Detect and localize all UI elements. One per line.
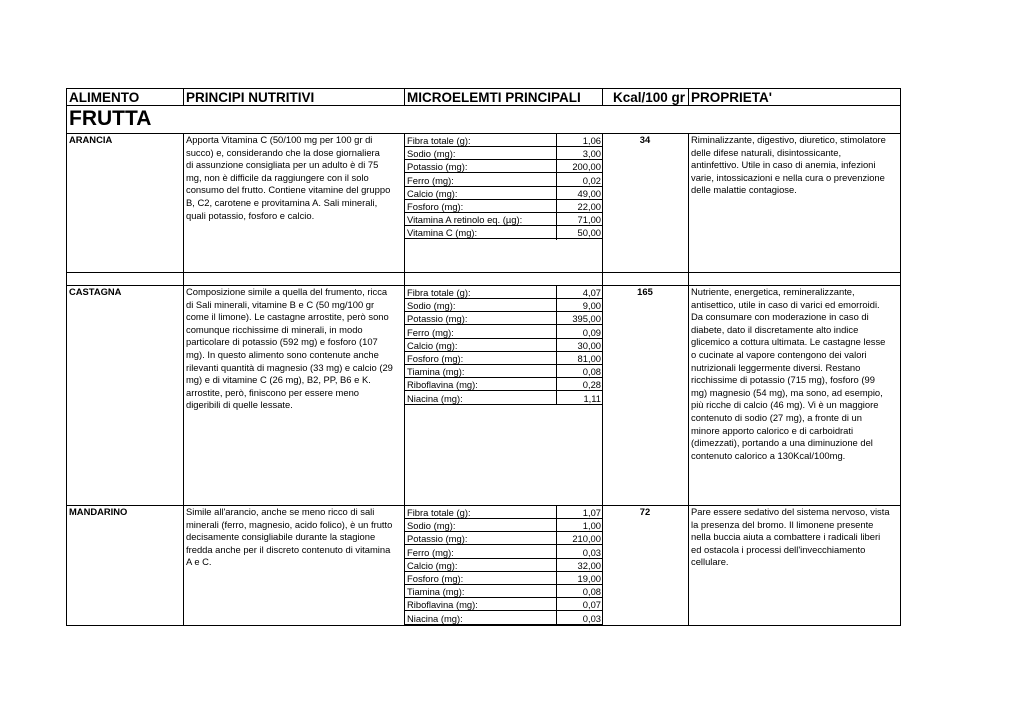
property-line: diabete, dato il discretamente alto indice	[691, 323, 859, 335]
micro-value: 0,09	[582, 326, 601, 338]
micro-row-line	[404, 238, 602, 239]
principle-line: B, C2, carotene e provitamina A. Sali minerali,	[186, 197, 378, 208]
header-column-line	[688, 89, 689, 106]
principle-line: consumo del frutto. Contiene vitamine del gruppo	[186, 184, 391, 196]
column-line	[688, 133, 689, 626]
property-line: delle malattie contagiose.	[691, 184, 797, 196]
property-line: Pare essere sedativo del sistema nervoso, vista	[691, 506, 890, 517]
property-line: varie, intossicazioni e nella cura o prevenzione	[691, 171, 885, 183]
kcal-value: 165	[637, 286, 653, 297]
micro-name: Vitamina A retinolo eq. (µg):	[407, 214, 523, 226]
micro-name: Sodio (mg):	[407, 520, 456, 532]
micro-name: Calcio (mg):	[407, 339, 458, 351]
property-line: contenuto di sodio (27 mg), a fronte di un	[691, 412, 862, 423]
micro-name: Niacina (mg):	[407, 612, 463, 624]
principle-line: minerali (ferro, magnesio, acido folico), è un frutto	[186, 518, 393, 530]
property-line: più ricche di calcio (46 mg). Vi è un maggiore	[691, 399, 879, 411]
property-line: Riminalizzante, digestivo, diuretico, stimolatore	[691, 134, 886, 145]
principle-line: mg) e di vitamine C (26 mg), B2, PP, B6 e K.	[186, 374, 371, 386]
principle-line: decisamente consigliabile durante la stagione	[186, 531, 376, 543]
micro-name: Ferro (mg):	[407, 326, 454, 338]
property-line: contenuto calorico a 130Kcal/100mg.	[691, 449, 846, 461]
property-line: Da consumare con moderazione in caso di	[691, 311, 869, 323]
principle-line: fredda anche per il discreto contenuto di vitamina	[186, 543, 391, 555]
micro-name: Tiamina (mg):	[407, 586, 465, 598]
micro-name: Sodio (mg):	[407, 148, 456, 160]
micro-value: 49,00	[577, 187, 601, 199]
micro-name: Fosforo (mg):	[407, 201, 464, 212]
micro-value: 1,11	[583, 392, 601, 404]
property-line: o cucinate al vapore contengono dei valori	[691, 349, 867, 360]
micro-row-line	[404, 404, 602, 405]
column-line	[602, 133, 603, 626]
micro-value: 200,00	[572, 161, 601, 173]
micro-value: 1,07	[582, 507, 601, 518]
food-name: ARANCIA	[69, 134, 113, 145]
principle-line: rilevanti quantità di magnesio (33 mg) e calcio (29	[186, 361, 393, 373]
property-line: antinfettivo. Utile in caso di anemia, infezioni	[691, 159, 876, 171]
micro-name: Niacina (mg):	[407, 392, 463, 404]
header-alimento: ALIMENTO	[69, 90, 140, 105]
food-name: CASTAGNA	[69, 286, 122, 297]
nutrition-table	[66, 88, 901, 626]
principle-line: Composizione simile a quella del frumento, ricca	[186, 286, 388, 297]
micro-value: 395,00	[572, 313, 601, 325]
micro-name: Riboflavina (mg):	[407, 599, 478, 611]
micro-name: Fibra totale (g):	[407, 507, 471, 518]
micro-name: Tiamina (mg):	[407, 366, 465, 378]
micro-value-divider	[556, 505, 557, 625]
micro-value-divider	[556, 133, 557, 240]
principle-line: quali potassio, fosforo e calcio.	[186, 209, 315, 221]
header-microelementi: MICROELEMTI PRINCIPALI	[407, 90, 581, 105]
micro-value: 1,00	[582, 520, 601, 532]
micro-name: Sodio (mg):	[407, 300, 456, 312]
header-column-line	[602, 89, 603, 106]
micro-name: Riboflavina (mg):	[407, 379, 478, 391]
micro-value: 3,00	[582, 148, 601, 160]
micro-value: 1,06	[582, 135, 601, 146]
micro-row-line	[404, 624, 602, 625]
property-line: nella buccia aiuta a combattere i radicali liberi	[691, 531, 881, 543]
property-line: nutrizionali leggermente diversi. Restano	[691, 361, 861, 373]
micro-value: 19,00	[577, 573, 601, 584]
header-kcal: Kcal/100 gr	[612, 90, 685, 105]
micro-name: Fosforo (mg):	[407, 353, 464, 364]
principle-line: di assunzione consigliata per un adulto è di 75	[186, 159, 379, 171]
property-line: mg) magnesio (54 mg), ma sono, ad esempio,	[691, 386, 883, 398]
micro-value: 0,07	[582, 599, 601, 611]
principle-line: A e C.	[186, 556, 212, 568]
principle-line: succo) e, considerando che la dose giornaliera	[186, 146, 380, 158]
micro-name: Fibra totale (g):	[407, 135, 471, 146]
column-line	[183, 133, 184, 626]
principle-line: come il limone). Le castagne arrostite, però sono	[186, 311, 389, 323]
micro-value: 50,00	[577, 227, 601, 239]
principle-line: mg, non è difficile da raggiungere con il solo	[186, 171, 369, 183]
header-column-line	[404, 89, 405, 106]
header-proprieta: PROPRIETA'	[691, 90, 772, 105]
property-line: Nutriente, energetica, remineralizzante,	[691, 286, 855, 297]
principle-line: comunque ricchissime di minerali, in modo	[186, 323, 363, 335]
micro-value: 22,00	[577, 201, 601, 212]
section-title: FRUTTA	[69, 107, 152, 130]
micro-value: 30,00	[577, 339, 601, 351]
micro-value: 0,03	[582, 612, 601, 624]
property-line: ed ostacola i processi dell'invecchiamento	[691, 543, 866, 555]
micro-name: Ferro (mg):	[407, 546, 454, 558]
principle-line: mg). In questo alimento sono contenute anche	[186, 349, 379, 360]
micro-name: Calcio (mg):	[407, 187, 458, 199]
micro-name: Calcio (mg):	[407, 559, 458, 571]
micro-name: Potassio (mg):	[407, 533, 468, 545]
micro-name: Fibra totale (g):	[407, 287, 471, 298]
property-line: (dimezzati), portando a una diminuzione del	[691, 437, 873, 449]
spacer-line	[67, 272, 900, 273]
property-line: glicemico a cottura ultimata. Le castagne lesse	[691, 336, 886, 348]
micro-value: 0,08	[582, 366, 601, 378]
micro-value: 0,03	[582, 546, 601, 558]
micro-name: Potassio (mg):	[407, 161, 468, 173]
food-name: MANDARINO	[69, 506, 128, 517]
property-line: la presenza del bromo. Il limonene presente	[691, 518, 874, 530]
property-line: cellulare.	[691, 556, 729, 568]
principle-line: di Sali minerali, vitamine B e C (50 mg/100 gr	[186, 298, 375, 310]
micro-name: Ferro (mg):	[407, 174, 454, 186]
micro-value: 0,28	[582, 379, 601, 391]
micro-value-divider	[556, 285, 557, 405]
principle-line: Simile all'arancio, anche se meno ricco di sali	[186, 506, 375, 517]
micro-value: 32,00	[577, 559, 601, 571]
header-column-line	[183, 89, 184, 106]
kcal-value: 72	[639, 506, 651, 517]
principle-line: arrostite, però, finiscono per essere meno	[186, 386, 360, 398]
micro-name: Potassio (mg):	[407, 313, 468, 325]
principle-line: digeribili di quelle lessate.	[186, 399, 293, 411]
header-principi: PRINCIPI NUTRITIVI	[186, 90, 315, 105]
micro-name: Fosforo (mg):	[407, 573, 464, 584]
header-divider	[67, 105, 900, 106]
micro-value: 4,07	[582, 287, 601, 298]
principle-line: particolare di potassio (592 mg) e fosforo (107	[186, 336, 378, 348]
micro-value: 81,00	[577, 353, 601, 364]
micro-value: 210,00	[572, 533, 601, 545]
property-line: delle difese naturali, disintossicante,	[691, 146, 842, 158]
micro-value: 9,00	[582, 300, 601, 312]
property-line: ricchissime di potassio (715 mg), fosforo (99	[691, 374, 875, 386]
micro-name: Vitamina C (mg):	[407, 227, 478, 239]
micro-value: 71,00	[577, 214, 601, 226]
micro-value: 0,08	[582, 586, 601, 598]
principle-line: Apporta Vitamina C (50/100 mg per 100 gr di	[186, 134, 373, 145]
property-line: minore apporto calorico e di carboidrati	[691, 424, 854, 436]
kcal-value: 34	[639, 134, 651, 145]
property-line: antisettico, utile in caso di varici ed emorroidi.	[691, 298, 880, 310]
micro-value: 0,02	[582, 174, 601, 186]
